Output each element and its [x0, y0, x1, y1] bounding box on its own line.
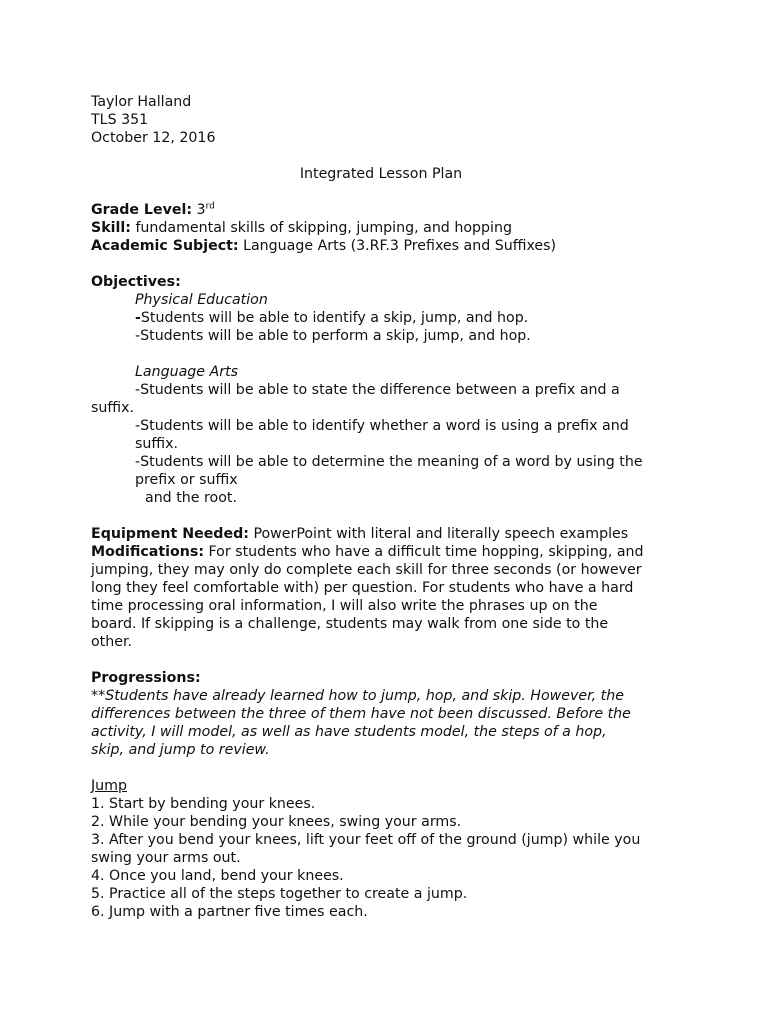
pe-objective-text: Students will be able to identify a skip, jump, and hop.	[140, 310, 529, 326]
progressions-line: activity, I will model, as well as have students model, the steps of a hop,	[91, 724, 607, 740]
skill-label: Skill:	[91, 220, 131, 236]
la-objective-line: -Students will be able to determine the meaning of a word by using the	[135, 454, 643, 470]
pe-objective: -Students will be able to perform a skip, jump, and hop.	[135, 328, 531, 344]
document-date: October 12, 2016	[91, 130, 216, 146]
equipment-needed	[91, 525, 691, 543]
modifications-line: long they feel comfortable with) per question. For students who have a hard	[91, 580, 634, 596]
jump-step: swing your arms out.	[91, 850, 241, 866]
jump-step: 3. After you bend your knees, lift your feet off of the ground (jump) while you	[91, 832, 641, 848]
modifications-line: other.	[91, 634, 133, 650]
author-name: Taylor Halland	[91, 94, 192, 110]
jump-step: 4. Once you land, bend your knees.	[91, 868, 344, 884]
pe-objective	[91, 309, 691, 327]
pe-objective-dash: -	[135, 310, 141, 326]
grade-level-value: 3	[196, 202, 206, 218]
progressions-line: differences between the three of them have not been discussed. Before the	[91, 706, 631, 722]
la-objective-line: prefix or suffix	[135, 472, 238, 488]
la-objective-line: -Students will be able to identify whether a word is using a prefix and	[135, 418, 629, 434]
academic-subject-label: Academic Subject:	[91, 238, 239, 254]
equipment-label: Equipment Needed:	[91, 526, 249, 542]
la-objective-line: suffix.	[91, 400, 135, 416]
modifications-line: jumping, they may only do complete each skill for three seconds (or however	[91, 562, 642, 578]
modifications-line: time processing oral information, I will also write the phrases up on the	[91, 598, 598, 614]
modifications-first-line: For students who have a difficult time hopping, skipping, and	[208, 544, 644, 560]
grade-level	[91, 201, 691, 219]
la-objective-line: -Students will be able to state the difference between a prefix and a	[135, 382, 620, 398]
progressions-line: **Students have already learned how to jump, hop, and skip. However, the	[91, 688, 624, 704]
pe-heading: Physical Education	[135, 292, 268, 308]
jump-step: 5. Practice all of the steps together to create a jump.	[91, 886, 468, 902]
skill	[91, 219, 691, 237]
course-code: TLS 351	[91, 112, 149, 128]
document-title: Integrated Lesson Plan	[299, 166, 463, 182]
modifications	[91, 543, 691, 561]
jump-heading: Jump	[91, 778, 128, 794]
progressions-line: skip, and jump to review.	[91, 742, 270, 758]
modifications-label: Modifications:	[91, 544, 204, 560]
jump-step: 6. Jump with a partner five times each.	[91, 904, 368, 920]
jump-step: 1. Start by bending your knees.	[91, 796, 316, 812]
academic-subject	[91, 237, 691, 255]
grade-level-suffix: rd	[205, 201, 215, 212]
objectives-heading: Objectives:	[91, 274, 181, 290]
la-objective-line: suffix.	[135, 436, 179, 452]
la-heading: Language Arts	[135, 364, 239, 380]
equipment-value: PowerPoint with literal and literally speech examples	[253, 526, 629, 542]
document-body	[91, 93, 691, 921]
jump-step: 2. While your bending your knees, swing your arms.	[91, 814, 462, 830]
modifications-line: board. If skipping is a challenge, students may walk from one side to the	[91, 616, 609, 632]
grade-level-label: Grade Level:	[91, 202, 193, 218]
academic-subject-value: Language Arts (3.RF.3 Prefixes and Suffixes)	[243, 238, 557, 254]
progressions-heading: Progressions:	[91, 670, 201, 686]
skill-value: fundamental skills of skipping, jumping, and hopping	[135, 220, 512, 236]
la-objective-line: and the root.	[145, 490, 237, 506]
